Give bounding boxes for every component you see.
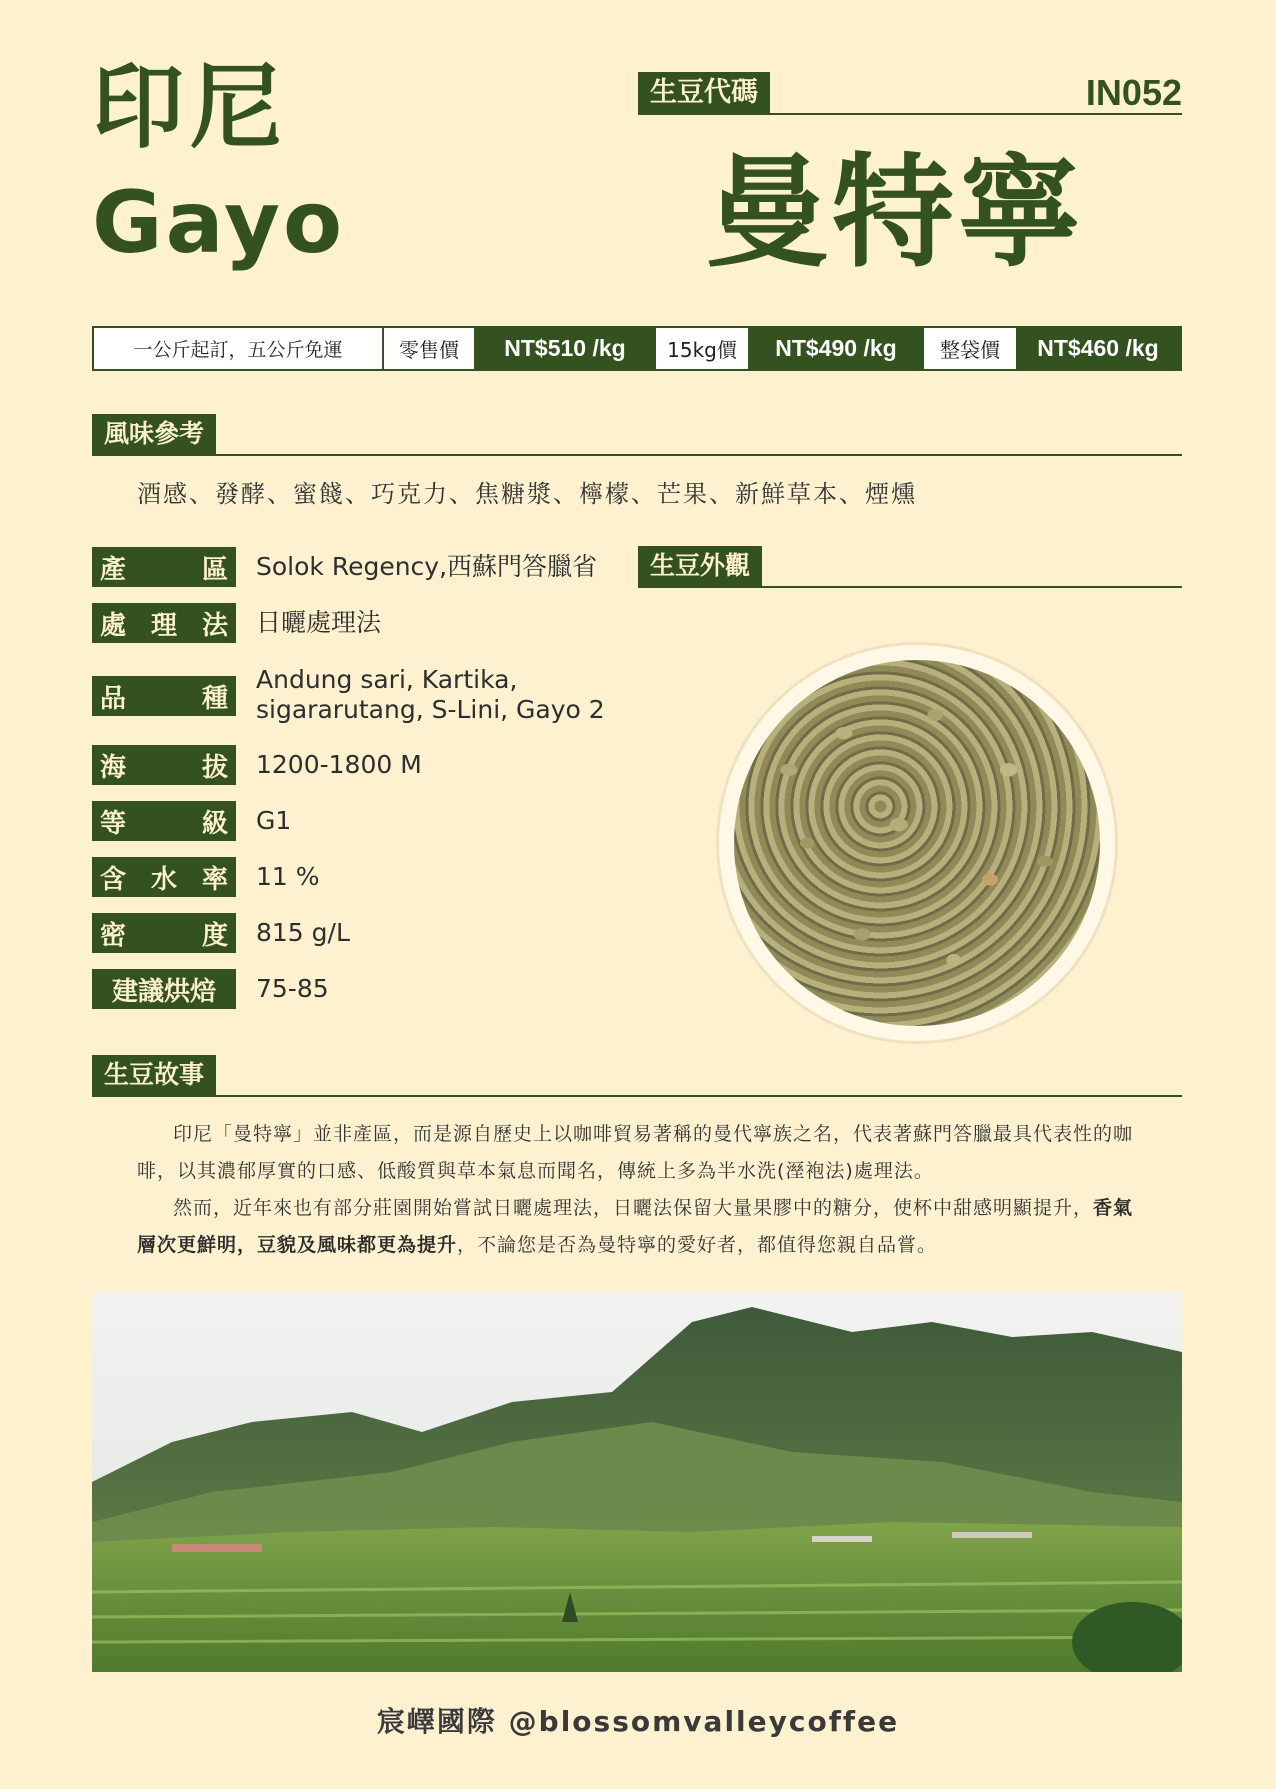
- spec-value-moisture: 11 %: [256, 862, 320, 891]
- tier-label: 15kg價: [656, 328, 748, 369]
- flavor-notes: 酒感、發酵、蜜餞、巧克力、焦糖漿、檸檬、芒果、新鮮草本、煙燻: [137, 480, 917, 508]
- mountain-landscape-image: [92, 1292, 1182, 1672]
- retail-price: NT$510 /kg: [474, 328, 656, 369]
- spec-value-variety: Andung sari, Kartika, sigararutang, S-Lini, Gayo 2: [256, 665, 605, 724]
- spec-label-process: 處 理 法: [92, 603, 236, 643]
- flavor-divider: [92, 454, 1182, 456]
- story-paragraph-1: 印尼「曼特寧」並非產區，而是源自歷史上以咖啡貿易著稱的曼代寧族之名，代表著蘇門答臘最具代表性的咖啡，以其濃郁厚實的口感、低酸質與草本氣息而聞名，傳統上多為半水洗(溼袍法)處理法。: [137, 1123, 1134, 1182]
- appearance-divider: [638, 586, 1182, 588]
- code-label: 生豆代碼: [638, 72, 770, 114]
- order-note: 一公斤起訂，五公斤免運: [94, 328, 384, 369]
- bag-label: 整袋價: [924, 328, 1016, 369]
- spec-value-roast: 75-85: [256, 974, 329, 1003]
- spec-value-altitude: 1200-1800 M: [256, 750, 422, 779]
- spec-label-variety: 品 種: [92, 676, 236, 716]
- story-heading: 生豆故事: [92, 1055, 216, 1095]
- spec-value-density: 815 g/L: [256, 918, 350, 947]
- appearance-heading: 生豆外觀: [638, 546, 762, 586]
- story-divider: [92, 1095, 1182, 1097]
- story-paragraph-2: 然而，近年來也有部分莊園開始嘗試日曬處理法，日曬法保留大量果膠中的糖分，使杯中甜感明顯提升，香氣層次更鮮明，豆貌及風味都更為提升，不論您是否為曼特寧的愛好者，都值得您親自品嘗。: [137, 1197, 1134, 1256]
- spec-label-altitude: 海 拔: [92, 745, 236, 785]
- story-text: [137, 1116, 1147, 1264]
- spec-value-origin: Solok Regency,西蘇門答臘省: [256, 552, 598, 581]
- code-value: IN052: [1085, 72, 1182, 113]
- spec-value-process: 日曬處理法: [256, 608, 382, 637]
- spec-value-grade: G1: [256, 806, 292, 835]
- spec-label-grade: 等 級: [92, 801, 236, 841]
- landscape-photo: [92, 1292, 1182, 1672]
- price-bar: [92, 326, 1182, 371]
- bean-name-title: 曼特寧: [706, 142, 1084, 284]
- spec-label-moisture: 含 水 率: [92, 857, 236, 897]
- spec-label-density: 密 度: [92, 913, 236, 953]
- flavor-heading: 風味參考: [92, 414, 216, 454]
- spec-label-roast: 建議烘焙: [92, 969, 236, 1009]
- region-title: Gayo: [92, 173, 346, 273]
- spec-label-origin: 產 區: [92, 547, 236, 587]
- retail-label: 零售價: [384, 328, 474, 369]
- green-beans-photo: [734, 660, 1100, 1026]
- footer-brand: 宸嶧國際 @blossomvalleycoffee: [376, 1705, 900, 1738]
- country-title: 印尼: [92, 54, 289, 161]
- tier-price: NT$490 /kg: [748, 328, 924, 369]
- bag-price: NT$460 /kg: [1016, 328, 1180, 369]
